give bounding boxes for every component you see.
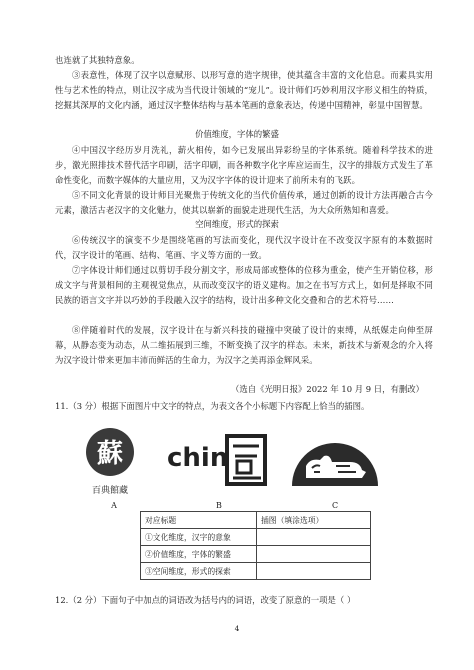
caption-b: B — [216, 501, 222, 510]
paragraph-3: ③表意性，体现了汉字以意赋形、以形写意的造字规律，使其蕴含丰富的文化信息。而素具实用性与艺术性的特点，则让汉字成为当代设计领域的“宠儿”。设计师们巧妙利用汉字形义相生的特质，挖掘其深厚的文化内涵，通过汉字整体结构与基本笔画的意象表达，传递中国精神，彰显中国智慧。 — [55, 70, 433, 110]
china-calligraphy-graphic — [165, 428, 273, 490]
svg-text:百典館藏: 百典館藏 — [91, 486, 129, 496]
table-row — [141, 546, 371, 563]
caption-c: C — [331, 501, 339, 510]
table-cell-title: ③空间维度，形式的探索 — [141, 563, 257, 580]
caption-a: A — [111, 501, 117, 510]
paragraph-5: ⑤不同文化背景的设计师目光聚焦于传统文化的当代价值传承，通过创新的设计方法再融合古今元素，激活古老汉字的文化魅力，使其以崭新的面貌走进现代生活，为大众所熟知和喜爱。 — [55, 190, 433, 215]
section-heading-space: 空间维度，形式的探索 — [195, 219, 279, 229]
lion-semicircle-graphic — [290, 428, 380, 488]
section-heading-value: 价值维度，字体的繁盛 — [195, 129, 279, 139]
image-c-lion-logo — [290, 428, 380, 488]
table-row — [141, 512, 371, 529]
svg-text:蘇: 蘇 — [96, 439, 124, 469]
paragraph-6: ⑥传统汉字的演变不少是围绕笔画的写法而变化，现代汉字设计在不改变汉字原有的本数据时代，汉字设计的笔画、结构、笔画、字义等方面的一致。 — [55, 235, 433, 260]
table-header-title: 对应标题 — [141, 512, 257, 529]
su-seal-graphic — [74, 420, 146, 498]
question-12: 12.（2 分）下面句子中加点的词语改为括号内的词语，改变了原意的一项是（ ） — [55, 595, 356, 605]
paragraph-8: ⑧伴随着时代的发展，汉字设计在与新兴科技的碰撞中突破了设计的束缚，从纸媒走向伸至屏幕，从静态变为动态，从二维拓展到三维，不断变换了汉字的样态。未来，新技术与新观念的介入将为汉字设计带来更加丰沛而鲜活的生命力，为汉字之美再添金辉风采。 — [55, 325, 433, 365]
answer-cell[interactable] — [257, 563, 371, 580]
answer-cell[interactable] — [257, 529, 371, 546]
image-a-su-logo — [74, 420, 146, 498]
table-row — [141, 563, 371, 580]
table-cell-title: ①文化维度，汉字的意象 — [141, 529, 257, 546]
table-header-image: 插图（填涂选项） — [257, 512, 371, 529]
paragraph-4: ④中国汉字经历岁月洗礼，薪火相传，如今已发展出异彩纷呈的字体系统。随着科学技术的进步，激光照排技术替代活字印刷，活字印刷，而各种数字化字库应运而生，汉字的排版方式发生了革命性变化，而数字媒体的大量应用，又为汉字字体的设计迎来了前所未有的飞跃。 — [55, 145, 433, 185]
table-cell-title: ②价值维度，字体的繁盛 — [141, 546, 257, 563]
paragraph-continuation: 也连就了其独特意象。 — [55, 55, 140, 65]
image-b-china-logo — [165, 428, 273, 490]
source-citation: （选自《光明日报》2022 年 10 月 9 日，有删改） — [231, 384, 424, 394]
page-number: 4 — [234, 624, 240, 633]
answer-cell[interactable] — [257, 546, 371, 563]
table-row — [141, 529, 371, 546]
paragraph-7: ⑦字体设计师们通过以剪切手段分割文字，形成局部或整体的位移为重金，使产生开销位移，形成文字与背景相间的主观视觉焦点，从而改变汉字的语义建构。加之在书写方式上，如何是择取不同民族的语言文字并以巧妙的手段融入汉字的结构，设计出多种文化交叠和合的艺术符号…… — [55, 265, 433, 305]
answer-table — [140, 511, 371, 580]
svg-text:chin: chin — [167, 443, 229, 473]
question-11: 11.（3 分）根据下面图片中文字的特点，为表文各个小标题下内容配上恰当的插图。 — [55, 401, 370, 411]
